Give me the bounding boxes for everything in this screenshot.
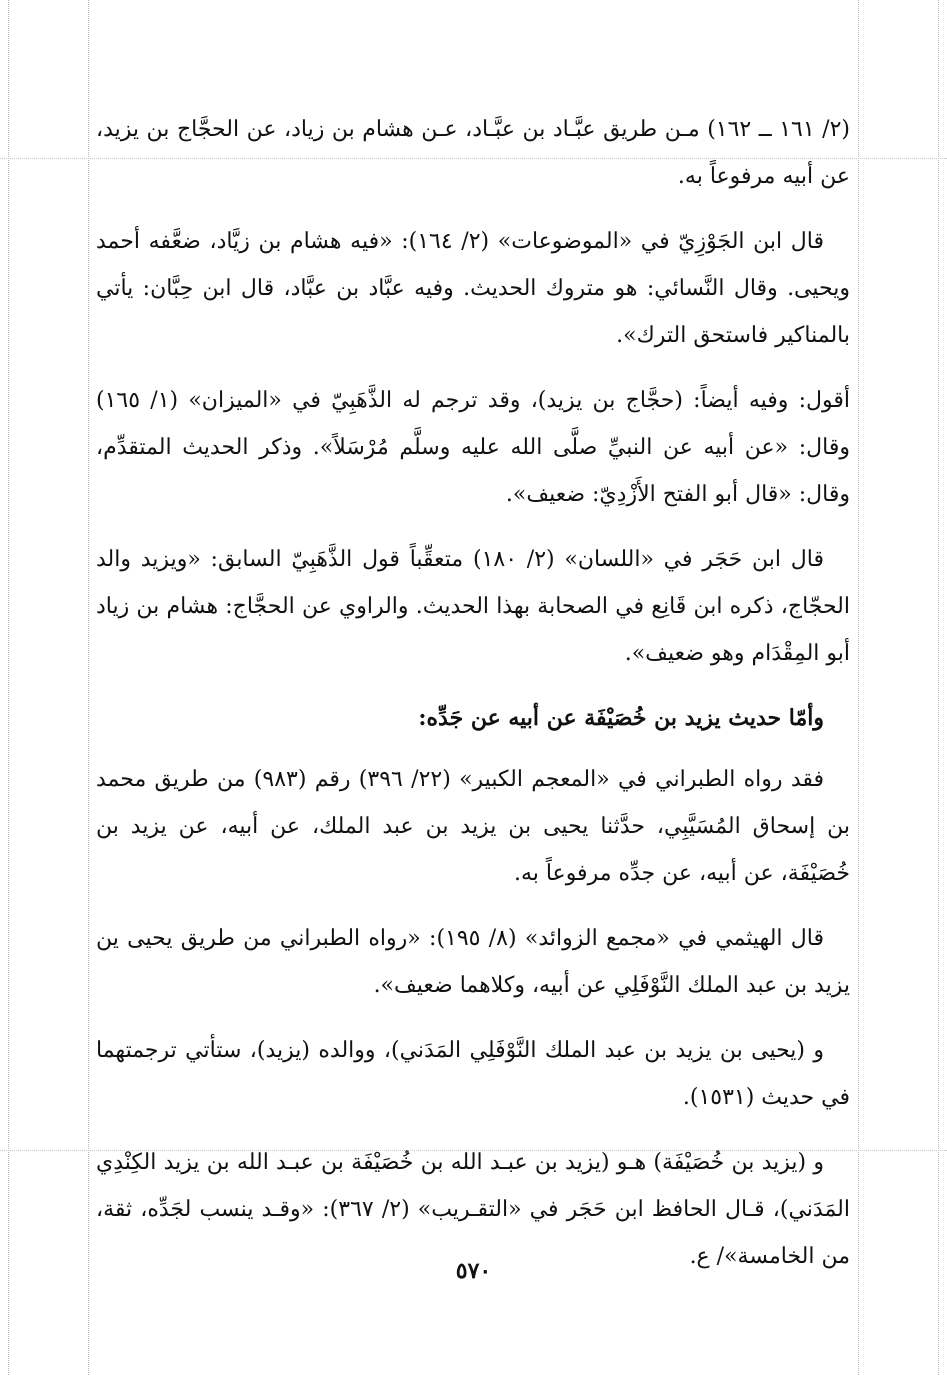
paragraph-ibn-hajar-lisan (96, 536, 850, 677)
paragraph-text: (٢/ ١٦١ ــ ١٦٢) مـن طريق عبَّـاد بن عبَّـاد، عـن هشام بن زياد، عن الحجَّاج بن يزيد، عن أبيه مرفوعاً به. (96, 117, 850, 189)
paragraph-source-chain (96, 106, 850, 200)
paragraph-tabarani (96, 756, 850, 897)
margin-guide-right-inner (858, 0, 859, 1375)
paragraph-text: قال ابن الجَوْزِيّ في «الموضوعات» (٢/ ١٦٤): «فيه هشام بن زيَّاد، ضعَّفه أحمد ويحيى. وقال النَّسائي: هو متروك الحديث. وفيه عبَّاد بن عبَّاد، قال ابن حِبَّان: يأتي بالمناكير فاستحق الترك». (96, 229, 850, 348)
margin-guide-left-outer (8, 0, 9, 1375)
paragraph-text: قال ابن حَجَر في «اللسان» (٢/ ١٨٠) متعقِّباً قول الذَّهَبِيّ السابق: «ويزيد والد الحجّاج، ذكره ابن قَانِع في الصحابة بهذا الحديث. والراوي عن الحجَّاج: هشام بن زياد أبو المِقْدَام وهو ضعيف». (96, 547, 850, 666)
paragraph-ibn-jawzi (96, 218, 850, 359)
page-number: ٥٧٠ (455, 1258, 492, 1284)
margin-guide-right-outer (938, 0, 939, 1375)
paragraph-text: و (يزيد بن خُصَيْفَة) هـو (يزيد بن عبـد الله بن خُصَيْفَة بن عبـد الله بن يزيد الكِنْدِي المَدَني)، قـال الحافظ ابن حَجَر في «التقـريب» (٢/ ٣٦٧): «وقـد ينسب لجَدِّه، ثقة، من الخامسة»/ ع. (96, 1150, 850, 1269)
paragraph-author-remark (96, 377, 850, 518)
paragraph-haythami (96, 915, 850, 1009)
paragraph-text: فقد رواه الطبراني في «المعجم الكبير» (٢٢/ ٣٩٦) رقم (٩٨٣) من طريق محمد بن إسحاق المُسَيَّبِي، حدَّثنا يحيى بن يزيد بن عبد الملك، عن أبيه، عن يزيد بن خُصَيْفَة، عن أبيه، عن جدِّه مرفوعاً به. (96, 767, 850, 886)
paragraph-text: و (يحيى بن يزيد بن عبد الملك النَّوْفَلِي المَدَني)، ووالده (يزيد)، ستأتي ترجمتهما في حديث (١٥٣١). (96, 1038, 850, 1110)
margin-guide-left-inner (88, 0, 89, 1375)
paragraph-text: أقول: وفيه أيضاً: (حجَّاج بن يزيد)، وقد ترجم له الذَّهَبِيّ في «الميزان» (١/ ١٦٥) وقال: «عن أبيه عن النبيِّ صلَّى الله عليه وسلَّم مُرْسَلاً». وذكر الحديث المتقدِّم، وقال: «قال أبو الفتح الأَزْدِيّ: ضعيف». (96, 388, 851, 507)
paragraph-yahya-note (96, 1027, 850, 1121)
book-page (96, 106, 850, 1298)
paragraph-text: قال الهيثمي في «مجمع الزوائد» (٨/ ١٩٥): «رواه الطبراني من طريق يحيى ين يزيد بن عبد الملك النَّوْفَلِي عن أبيه، وكلاهما ضعيف». (96, 926, 850, 998)
section-heading: وأمّا حديث يزيد بن خُصَيْفَة عن أبيه عن جَدِّه: (418, 705, 824, 731)
